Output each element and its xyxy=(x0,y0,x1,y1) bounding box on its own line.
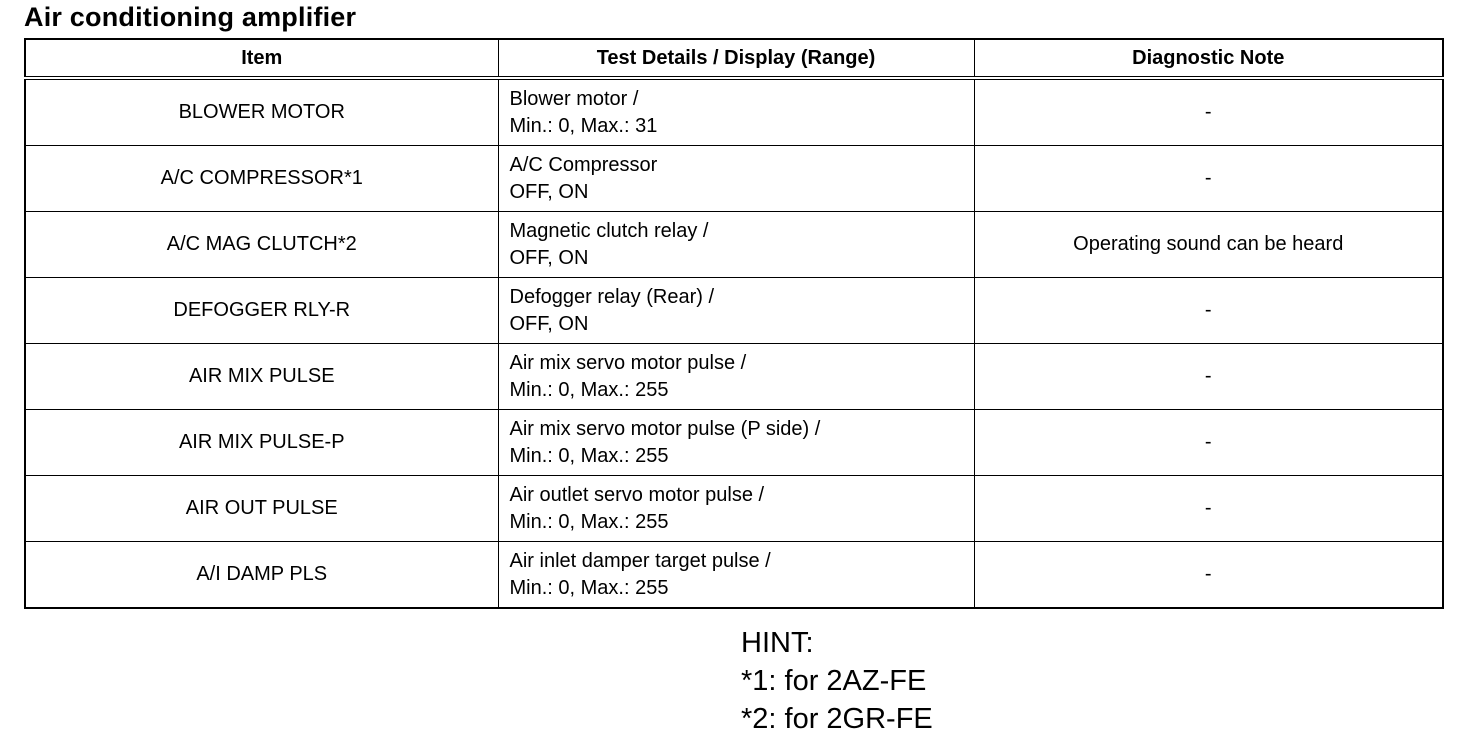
column-header-test-details: Test Details / Display (Range) xyxy=(498,39,974,78)
details-cell xyxy=(498,278,974,344)
details-line: A/C Compressor xyxy=(509,153,658,176)
note-cell: - xyxy=(974,410,1443,476)
note-cell: - xyxy=(974,78,1443,146)
page-title: Air conditioning amplifier xyxy=(24,2,357,32)
details-cell xyxy=(498,344,974,410)
details-line: Air inlet damper target pulse / xyxy=(509,549,771,572)
column-header-diagnostic-note: Diagnostic Note xyxy=(974,39,1443,78)
note-cell: Operating sound can be heard xyxy=(974,212,1443,278)
hint-block xyxy=(741,624,933,738)
note-cell: - xyxy=(974,542,1443,609)
details-line: Blower motor / xyxy=(509,87,639,110)
item-cell: A/C MAG CLUTCH*2 xyxy=(25,212,498,278)
details-cell xyxy=(498,542,974,609)
note-cell: - xyxy=(974,278,1443,344)
details-range: OFF, ON xyxy=(509,312,589,335)
details-line: Defogger relay (Rear) / xyxy=(509,285,715,308)
table-row xyxy=(25,476,1443,542)
table-row xyxy=(25,542,1443,609)
item-cell: A/C COMPRESSOR*1 xyxy=(25,146,498,212)
table-row xyxy=(25,146,1443,212)
hint-footnote-2: *2: for 2GR-FE xyxy=(741,703,933,735)
table-row xyxy=(25,212,1443,278)
item-cell: AIR MIX PULSE-P xyxy=(25,410,498,476)
details-line: Air mix servo motor pulse / xyxy=(509,351,747,374)
table-row xyxy=(25,410,1443,476)
details-range: OFF, ON xyxy=(509,180,589,203)
note-cell: - xyxy=(974,476,1443,542)
details-range: Min.: 0, Max.: 255 xyxy=(509,378,669,401)
details-cell xyxy=(498,146,974,212)
item-cell: BLOWER MOTOR xyxy=(25,78,498,146)
item-cell: AIR OUT PULSE xyxy=(25,476,498,542)
item-cell: A/I DAMP PLS xyxy=(25,542,498,609)
details-cell xyxy=(498,78,974,146)
table-row xyxy=(25,278,1443,344)
table-row xyxy=(25,78,1443,146)
data-table xyxy=(24,38,1444,609)
hint-label: HINT: xyxy=(741,627,814,659)
item-cell: AIR MIX PULSE xyxy=(25,344,498,410)
table-header-row xyxy=(25,39,1443,78)
note-cell: - xyxy=(974,146,1443,212)
hint-footnote-1: *1: for 2AZ-FE xyxy=(741,665,927,697)
details-line: Air mix servo motor pulse (P side) / xyxy=(509,417,821,440)
details-range: Min.: 0, Max.: 31 xyxy=(509,114,658,137)
column-header-item: Item xyxy=(25,39,498,78)
item-cell: DEFOGGER RLY-R xyxy=(25,278,498,344)
details-range: OFF, ON xyxy=(509,246,589,269)
details-range: Min.: 0, Max.: 255 xyxy=(509,510,669,533)
details-range: Min.: 0, Max.: 255 xyxy=(509,576,669,599)
table-row xyxy=(25,344,1443,410)
details-line: Magnetic clutch relay / xyxy=(509,219,709,242)
details-cell xyxy=(498,212,974,278)
details-cell xyxy=(498,410,974,476)
details-line: Air outlet servo motor pulse / xyxy=(509,483,765,506)
details-range: Min.: 0, Max.: 255 xyxy=(509,444,669,467)
note-cell: - xyxy=(974,344,1443,410)
details-cell xyxy=(498,476,974,542)
